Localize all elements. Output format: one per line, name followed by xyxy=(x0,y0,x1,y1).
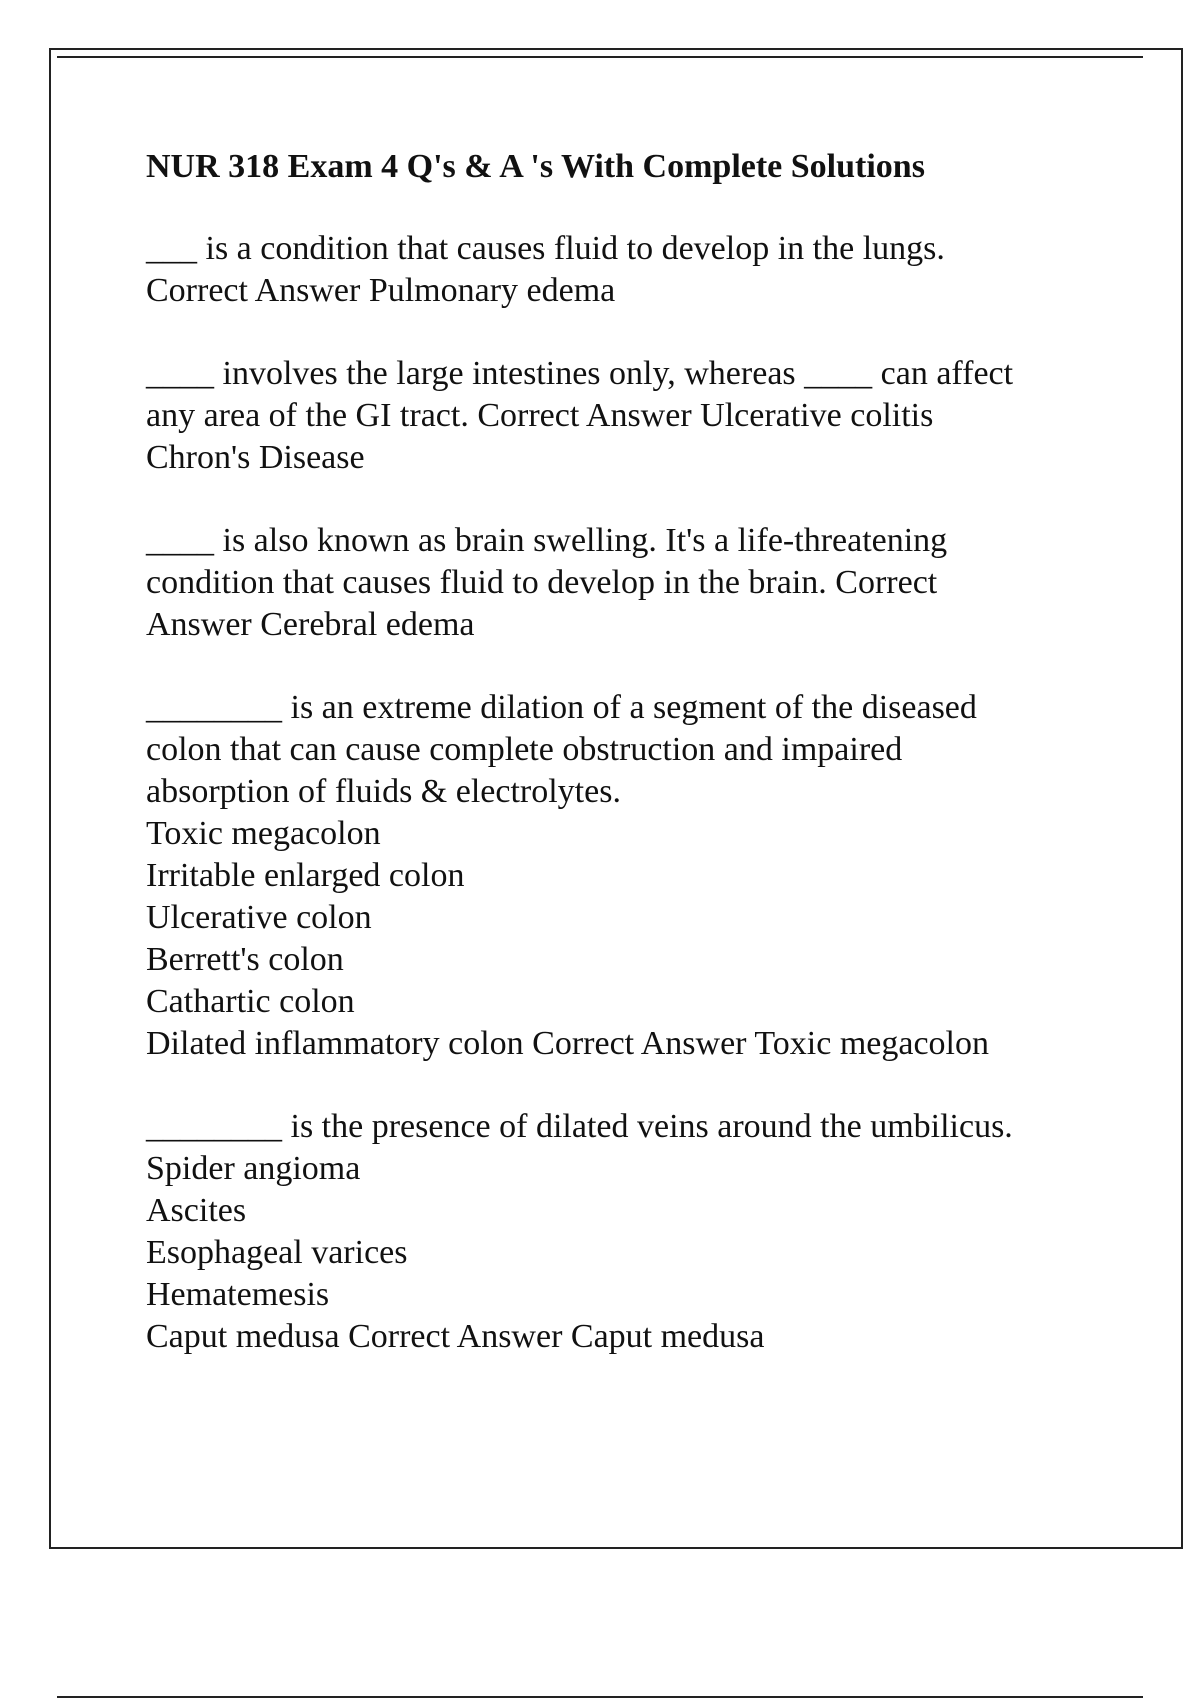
answer-line: Correct Answer Pulmonary edema xyxy=(146,272,616,309)
question-line: ________ is an extreme dilation of a segment of the diseased xyxy=(146,689,977,726)
document-body xyxy=(146,146,1136,1399)
question-block-2 xyxy=(146,353,1136,479)
question-line: condition that causes fluid to develop in the brain. Correct xyxy=(146,564,938,601)
answer-line: Dilated inflammatory colon Correct Answer Toxic megacolon xyxy=(146,1025,989,1062)
question-line: ________ is the presence of dilated veins around the umbilicus. xyxy=(146,1108,1013,1145)
option-line: Hematemesis xyxy=(146,1276,330,1313)
question-block-4 xyxy=(146,687,1136,1065)
document-title: NUR 318 Exam 4 Q's & A 's With Complete Solutions xyxy=(146,148,925,185)
question-block-3 xyxy=(146,520,1136,646)
option-line: Irritable enlarged colon xyxy=(146,857,465,894)
answer-line: Answer Cerebral edema xyxy=(146,606,475,643)
question-line: any area of the GI tract. Correct Answer Ulcerative colitis xyxy=(146,397,934,434)
option-line: Esophageal varices xyxy=(146,1234,408,1271)
answer-line: Chron's Disease xyxy=(146,439,365,476)
question-line: ____ is also known as brain swelling. It's a life-threatening xyxy=(146,522,948,559)
question-line: colon that can cause complete obstruction and impaired xyxy=(146,731,903,768)
question-line: absorption of fluids & electrolytes. xyxy=(146,773,621,810)
option-line: Ulcerative colon xyxy=(146,899,372,936)
question-line: ____ involves the large intestines only, whereas ____ can affect xyxy=(146,355,1014,392)
option-line: Cathartic colon xyxy=(146,983,355,1020)
option-line: Spider angioma xyxy=(146,1150,361,1187)
option-line: Berrett's colon xyxy=(146,941,344,978)
question-block-5 xyxy=(146,1106,1136,1358)
question-line: ___ is a condition that causes fluid to develop in the lungs. xyxy=(146,230,945,267)
top-rule xyxy=(57,56,1143,58)
option-line: Toxic megacolon xyxy=(146,815,381,852)
bottom-rule xyxy=(57,1696,1143,1698)
answer-line: Caput medusa Correct Answer Caput medusa xyxy=(146,1318,765,1355)
option-line: Ascites xyxy=(146,1192,247,1229)
question-block-1 xyxy=(146,228,1136,312)
